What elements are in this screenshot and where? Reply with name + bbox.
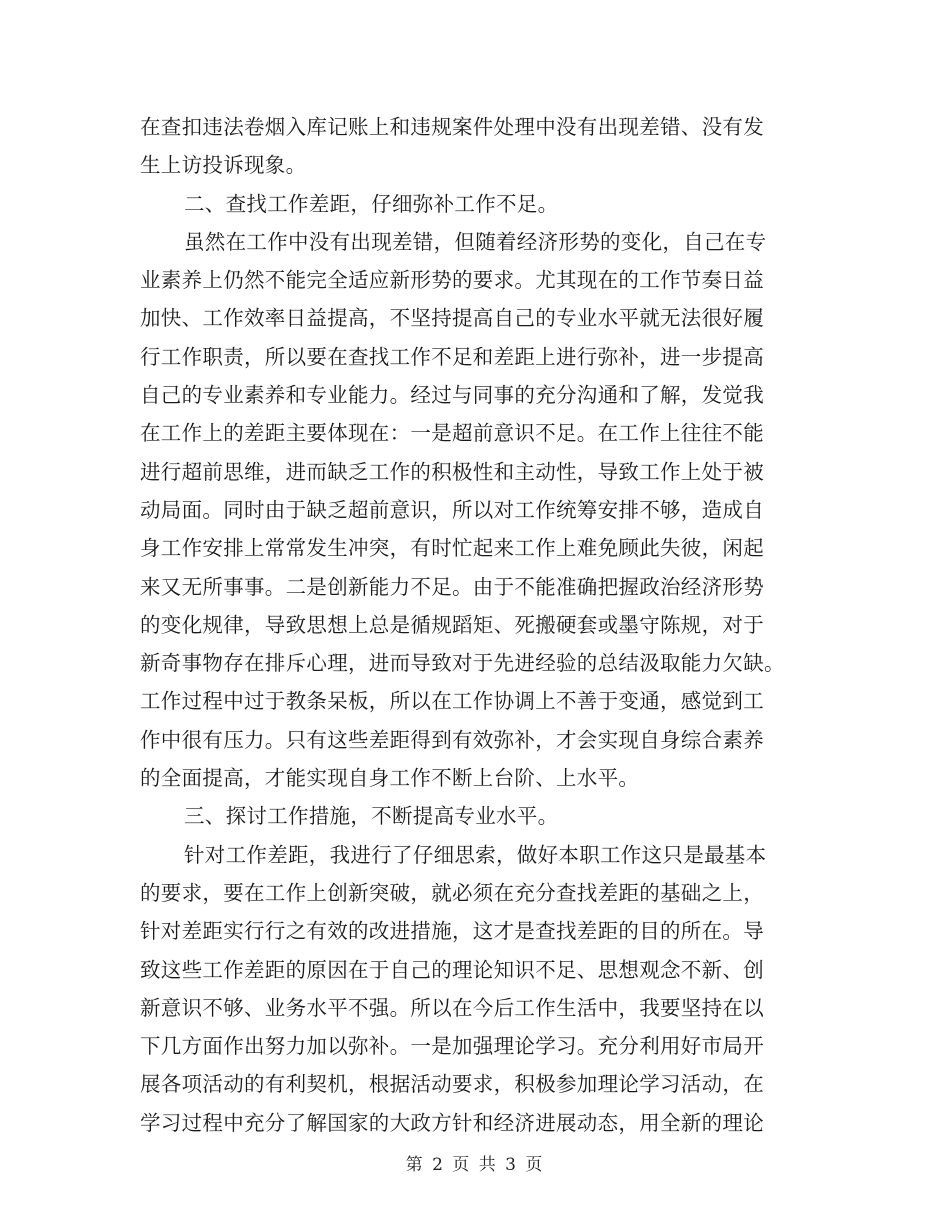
document-body xyxy=(140,108,812,1142)
text-line: 生上访投诉现象。 xyxy=(140,153,307,178)
text-line: 的变化规律，导致思想上总是循规蹈矩、死搬硬套或墨守陈规，对于 xyxy=(140,612,764,637)
text-line: 工作过程中过于教条呆板，所以在工作协调上不善于变通，感觉到工 xyxy=(140,689,764,714)
text-line: 行工作职责，所以要在查找工作不足和差距上进行弥补，进一步提高 xyxy=(140,344,764,369)
section-heading: 二、查找工作差距，仔细弥补工作不足。 xyxy=(184,191,559,216)
page-number-footer: 第 2 页 共 3 页 xyxy=(405,1155,545,1175)
text-line: 新奇事物存在排斥心理，进而导致对于先进经验的总结汲取能力欠缺。 xyxy=(140,651,785,676)
section-heading: 三、探讨工作措施，不断提高专业水平。 xyxy=(184,804,559,829)
text-line: 的全面提高，才能实现自身工作不断上台阶、上水平。 xyxy=(140,766,640,791)
text-line: 自己的专业素养和专业能力。经过与同事的充分沟通和了解，发觉我 xyxy=(140,383,764,408)
text-line: 在查扣违法卷烟入库记账上和违规案件处理中没有出现差错、没有发 xyxy=(140,115,764,139)
text-line: 下几方面作出努力加以弥补。一是加强理论学习。充分利用好市局开 xyxy=(140,1034,764,1059)
text-line: 虽然在工作中没有出现差错，但随着经济形势的变化，自己在专 xyxy=(184,229,767,254)
text-line: 展各项活动的有利契机，根据活动要求，积极参加理论学习活动，在 xyxy=(140,1072,764,1097)
text-line: 进行超前思维，进而缺乏工作的积极性和主动性，导致工作上处于被 xyxy=(140,459,764,484)
text-line: 作中很有压力。只有这些差距得到有效弥补，才会实现自身综合素养 xyxy=(140,727,764,752)
text-line: 加快、工作效率日益提高，不坚持提高自己的专业水平就无法很好履 xyxy=(140,306,764,331)
text-line: 针对差距实行行之有效的改进措施，这才是查找差距的目的所在。导 xyxy=(140,919,764,944)
text-line: 新意识不够、业务水平不强。所以在今后工作生活中，我要坚持在以 xyxy=(140,995,764,1020)
text-line: 致这些工作差距的原因在于自己的理论知识不足、思想观念不新、创 xyxy=(140,957,764,982)
text-line: 身工作安排上常常发生冲突，有时忙起来工作上难免顾此失彼，闲起 xyxy=(140,536,764,561)
text-line: 业素养上仍然不能完全适应新形势的要求。尤其现在的工作节奏日益 xyxy=(140,268,764,293)
text-line: 在工作上的差距主要体现在：一是超前意识不足。在工作上往往不能 xyxy=(140,421,764,446)
text-line: 来又无所事事。二是创新能力不足。由于不能准确把握政治经济形势 xyxy=(140,574,764,599)
text-line: 动局面。同时由于缺乏超前意识，所以对工作统筹安排不够，造成自 xyxy=(140,497,764,522)
text-line: 学习过程中充分了解国家的大政方针和经济进展动态，用全新的理论 xyxy=(140,1110,764,1135)
text-line: 针对工作差距，我进行了仔细思索，做好本职工作这只是最基本 xyxy=(184,842,767,867)
text-line: 的要求，要在工作上创新突破，就必须在充分查找差距的基础之上， xyxy=(140,880,764,905)
